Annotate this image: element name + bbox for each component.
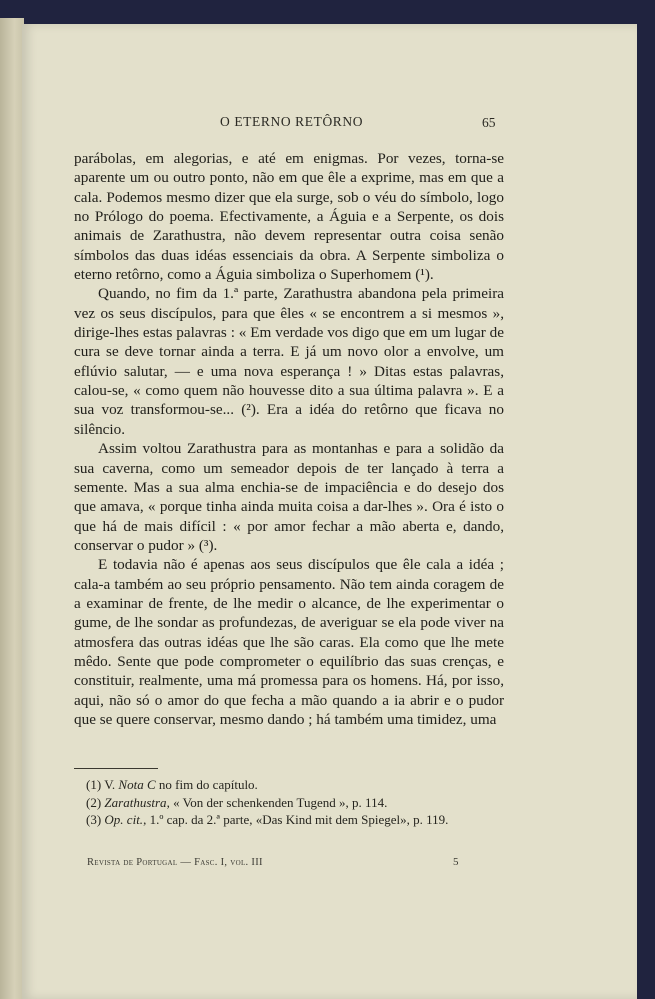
- footnote-1-mark: (1): [86, 777, 102, 792]
- signature-number: 5: [453, 856, 459, 868]
- page-number: 65: [482, 115, 496, 130]
- footnote-2-italic: Zarathustra: [104, 794, 167, 810]
- footnote-1-italic: Nota C: [118, 777, 156, 792]
- footnote-1-text-a: V.: [104, 777, 119, 792]
- book-page: [22, 24, 637, 999]
- footnotes: [68, 776, 504, 829]
- footnote-3-text: , 1.º cap. da 2.ª parte, «Das Kind mit dem Spiegel», p. 119.: [143, 812, 449, 827]
- paragraph-1: parábolas, em alegorias, e até em enigmas. Por vezes, torna-se aparente um ou outro ponto, não em que êle a exprime, mas em que a cala. Podemos mesmo dizer que ela surge, sob o véu do símbolo, logo no Prólogo do poema. Efectivamente, a Águia e a Serpente, os dois animais de Zarathustra, não devem representar outra coisa senão símbolos das duas idéas essenciais da obra. A Serpente simboliza o eterno retôrno, como a Águia simboliza o Superhomem (¹).: [74, 150, 504, 284]
- paragraph-2: Quando, no fim da 1.ª parte, Zarathustra abandona pela primeira vez os seus discípulos, para que êles « se encontrem a si mesmos », dirige-lhes estas palavras : « Em verdade vos digo que em um lugar de cura se deve tornar ainda a terra. E já um novo olor a envolve, um eflúvio salutar, — e uma nova esperança ! » Ditas estas palavras, calou-se, « como quem não houvesse dito a sua última palavra ». E a sua voz transformou-se... (²). Era a idéa do retôrno que ficava no silêncio.: [74, 285, 504, 438]
- paragraph-4: E todavia não é apenas aos seus discípulos que êle cala a idéa ; cala-a também ao seu próprio pensamento. Não tem ainda coragem de a examinar de frente, de lhe medir o alcance, de lhe experimentar o gume, de lhe sondar as profundezas, de averiguar se ela pode viver na atmosfera das outras idéas que lhe são caras. Ela como que lhe mete mêdo. Sente que pode comprometer o equilíbrio das suas crenças, e constituir, realmente, uma má promessa para os homens. Há, por isso, aqui, não só o amor do que fecha a mão quando a ia abrir e o pudor que se quere conservar, mesmo dando ; há também uma timidez, uma: [74, 556, 504, 728]
- running-title: O ETERNO RETÔRNO: [220, 114, 364, 129]
- body-text: [74, 149, 504, 729]
- footnote-2-mark: (2): [86, 794, 102, 810]
- footnote-3-mark: (3): [86, 812, 102, 827]
- footnote-2: [68, 794, 504, 812]
- footnote-1-text-b: no fim do capítulo.: [155, 777, 258, 792]
- footnote-3: [68, 811, 504, 829]
- paragraph-3: Assim voltou Zarathustra para as montanhas e para a solidão da sua caverna, como um semeador depois de ter lançado à terra a semente. Mas a sua alma enchia-se de impaciência e do desejo dos que amava, « porque tinha ainda muita coisa a dar-lhes ». Ora é isto o que há de mais difícil : « por amor fechar a mão aberta e, dando, conservar o pudor » (³).: [74, 440, 504, 554]
- journal-footer: Revista de Portugal — Fasc. I, vol. III: [87, 857, 263, 868]
- page-header: [22, 113, 637, 135]
- footnote-2-text: , « Von der schenkenden Tugend », p. 114.: [166, 794, 388, 810]
- footnote-3-italic: Op. cit.: [104, 812, 144, 827]
- footnote-rule: [74, 768, 158, 769]
- footnote-1: [68, 776, 504, 794]
- book-gutter-edge: [0, 18, 24, 999]
